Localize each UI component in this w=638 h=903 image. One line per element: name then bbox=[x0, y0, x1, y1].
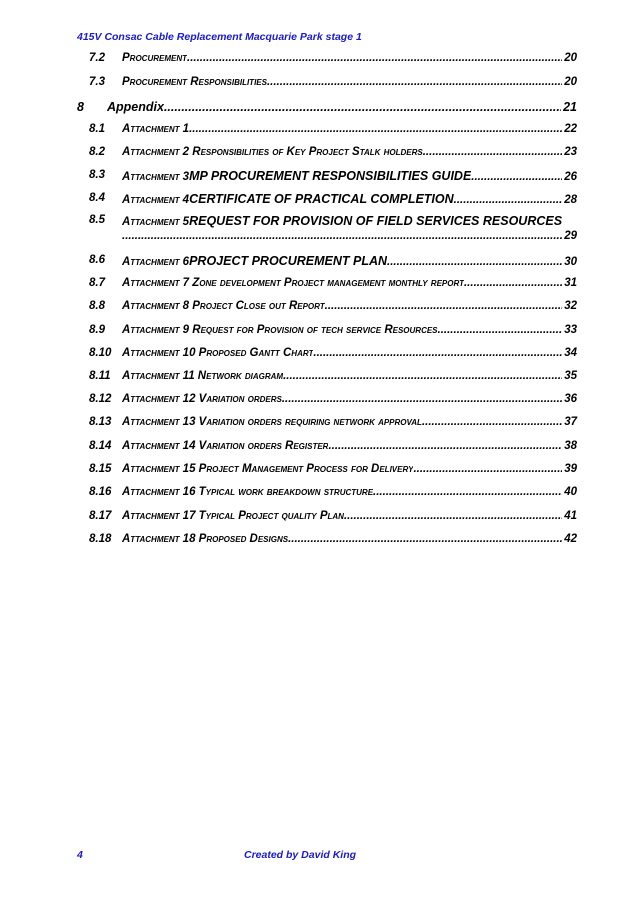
toc-entry-page: 35 bbox=[564, 370, 577, 382]
toc-entry-title-prefix: Attachment 3 bbox=[122, 171, 190, 183]
toc-entry-number: 7.2 bbox=[89, 52, 105, 64]
toc-entry-8-1[interactable] bbox=[89, 123, 577, 135]
toc-entry-8[interactable] bbox=[77, 100, 577, 114]
toc-entry-number: 8.6 bbox=[89, 254, 105, 266]
toc-entry-page: 32 bbox=[564, 300, 577, 312]
toc-entry-title-prefix: Attachment 6 bbox=[122, 256, 190, 268]
toc-entry-page: 40 bbox=[564, 486, 577, 498]
toc-entry-title: Attachment 12 Variation orders bbox=[122, 393, 282, 405]
document-header: 415V Consac Cable Replacement Macquarie Park stage 1 bbox=[77, 31, 362, 43]
toc-entry-title: Attachment 16 Typical work breakdown structure bbox=[122, 486, 374, 498]
toc-entry-8-15[interactable] bbox=[89, 463, 577, 475]
toc-entry-page: 36 bbox=[564, 393, 577, 405]
toc-entry-8-16[interactable] bbox=[89, 486, 577, 498]
toc-entry-title: Procurement bbox=[122, 52, 188, 64]
toc-leader-dots bbox=[122, 230, 562, 242]
toc-entry-title: MP PROCUREMENT RESPONSIBILITIES GUIDE bbox=[189, 169, 472, 183]
toc-leader-dots bbox=[387, 256, 562, 268]
toc-entry-title: Attachment 10 Proposed Gantt Chart bbox=[122, 347, 314, 359]
toc-entry-8-2[interactable] bbox=[89, 146, 577, 158]
toc-entry-8-5-continuation bbox=[122, 230, 577, 242]
toc-entry-page: 38 bbox=[564, 440, 577, 452]
footer-author: Created by David King bbox=[244, 849, 357, 861]
toc-entry-title: Appendix bbox=[107, 100, 164, 114]
toc-entry-page: 29 bbox=[564, 230, 577, 242]
toc-entry-title-prefix: Attachment 4 bbox=[122, 194, 190, 206]
toc-leader-dots bbox=[423, 146, 562, 158]
toc-leader-dots bbox=[373, 486, 562, 498]
toc-entry-number: 8.4 bbox=[89, 192, 105, 204]
toc-entry-number: 8.10 bbox=[89, 347, 112, 359]
toc-entry-page: 20 bbox=[564, 76, 577, 88]
toc-entry-title: Attachment 8 Project Close out Report bbox=[122, 300, 325, 312]
toc-entry-8-4[interactable] bbox=[89, 192, 577, 206]
toc-leader-dots bbox=[189, 123, 562, 135]
toc-entry-8-8[interactable] bbox=[89, 300, 577, 312]
toc-entry-page: 31 bbox=[564, 277, 577, 289]
footer-page-number: 4 bbox=[77, 849, 83, 861]
toc-entry-title: Attachment 9 Request for Provision of tech service Resources bbox=[122, 324, 438, 336]
toc-entry-8-12[interactable] bbox=[89, 393, 577, 405]
toc-entry-page: 34 bbox=[564, 347, 577, 359]
toc-entry-page: 37 bbox=[564, 416, 577, 428]
toc-entry-8-17[interactable] bbox=[89, 510, 577, 522]
toc-entry-number: 8.13 bbox=[89, 416, 112, 428]
toc-entry-8-6[interactable] bbox=[89, 254, 577, 268]
toc-leader-dots bbox=[471, 171, 562, 183]
toc-leader-dots bbox=[344, 510, 562, 522]
toc-entry-number: 8.15 bbox=[89, 463, 112, 475]
toc-entry-8-7[interactable] bbox=[89, 277, 577, 289]
toc-leader-dots bbox=[325, 300, 563, 312]
toc-leader-dots bbox=[288, 533, 562, 545]
toc-entry-number: 8.7 bbox=[89, 277, 105, 289]
toc-entry-8-5[interactable] bbox=[89, 214, 599, 228]
toc-leader-dots bbox=[187, 52, 562, 64]
toc-entry-title: Attachment 1 bbox=[122, 123, 190, 135]
toc-leader-dots bbox=[283, 370, 562, 382]
toc-entry-title: Attachment 14 Variation orders Register bbox=[122, 440, 329, 452]
toc-entry-8-14[interactable] bbox=[89, 440, 577, 452]
toc-entry-number: 8.9 bbox=[89, 324, 105, 336]
toc-entry-number: 8.3 bbox=[89, 169, 105, 181]
toc-entry-number: 8.14 bbox=[89, 440, 112, 452]
toc-entry-page: 33 bbox=[564, 324, 577, 336]
toc-entry-7-2[interactable] bbox=[89, 52, 577, 64]
toc-entry-page: 20 bbox=[564, 52, 577, 64]
toc-entry-8-18[interactable] bbox=[89, 533, 577, 545]
toc-entry-title: Attachment 15 Project Management Process for Delivery bbox=[122, 463, 414, 475]
toc-entry-title: REQUEST FOR PROVISION OF FIELD SERVICES RESOURCES bbox=[189, 214, 563, 228]
toc-entry-number: 8.11 bbox=[89, 370, 111, 382]
toc-entry-page: 21 bbox=[563, 100, 577, 114]
toc-entry-8-9[interactable] bbox=[89, 324, 577, 336]
toc-leader-dots bbox=[454, 194, 563, 206]
toc-entry-number: 8.17 bbox=[89, 510, 112, 522]
toc-entry-number: 8.18 bbox=[89, 533, 112, 545]
toc-leader-dots bbox=[438, 324, 563, 336]
toc-leader-dots bbox=[267, 76, 562, 88]
toc-entry-number: 8.8 bbox=[89, 300, 105, 312]
toc-entry-8-11[interactable] bbox=[89, 370, 577, 382]
toc-entry-title-prefix: Attachment 5 bbox=[122, 216, 190, 228]
toc-entry-title: Attachment 18 Proposed Designs bbox=[122, 533, 289, 545]
toc-leader-dots bbox=[313, 347, 562, 359]
toc-entry-number: 8.1 bbox=[89, 123, 105, 135]
toc-entry-page: 23 bbox=[564, 146, 577, 158]
toc-entry-page: 30 bbox=[564, 256, 577, 268]
toc-entry-8-10[interactable] bbox=[89, 347, 577, 359]
toc-entry-page: 22 bbox=[564, 123, 577, 135]
toc-entry-page: 42 bbox=[564, 533, 577, 545]
toc-entry-page: 28 bbox=[564, 194, 577, 206]
toc-leader-dots bbox=[413, 463, 562, 475]
toc-leader-dots bbox=[464, 277, 562, 289]
toc-leader-dots bbox=[164, 100, 561, 114]
toc-entry-number: 8.16 bbox=[89, 486, 112, 498]
toc-entry-page: 26 bbox=[564, 171, 577, 183]
toc-entry-8-13[interactable] bbox=[89, 416, 577, 428]
toc-entry-title: Attachment 17 Typical Project quality Plan bbox=[122, 510, 344, 522]
toc-entry-title: Attachment 2 Responsibilities of Key Project Stalk holders bbox=[122, 146, 423, 158]
toc-entry-page: 39 bbox=[564, 463, 577, 475]
toc-leader-dots bbox=[422, 416, 562, 428]
toc-entry-title: CERTIFICATE OF PRACTICAL COMPLETION bbox=[189, 192, 454, 206]
toc-entry-number: 8 bbox=[77, 100, 84, 114]
toc-leader-dots bbox=[328, 440, 562, 452]
toc-leader-dots bbox=[282, 393, 562, 405]
toc-entry-8-3[interactable] bbox=[89, 169, 577, 183]
toc-entry-number: 8.12 bbox=[89, 393, 112, 405]
toc-entry-page: 41 bbox=[564, 510, 577, 522]
toc-entry-title: Attachment 11 Network diagram bbox=[122, 370, 284, 382]
toc-entry-7-3[interactable] bbox=[89, 76, 577, 88]
toc-entry-title: PROJECT PROCUREMENT PLAN bbox=[189, 254, 388, 268]
toc-entry-title: Procurement Responsibilities bbox=[122, 76, 267, 88]
toc-entry-title: Attachment 13 Variation orders requiring network approval bbox=[122, 416, 422, 428]
toc-entry-number: 8.2 bbox=[89, 146, 105, 158]
toc-entry-number: 7.3 bbox=[89, 76, 105, 88]
toc-entry-title: Attachment 7 Zone development Project management monthly report bbox=[122, 277, 464, 289]
toc-entry-number: 8.5 bbox=[89, 214, 105, 226]
